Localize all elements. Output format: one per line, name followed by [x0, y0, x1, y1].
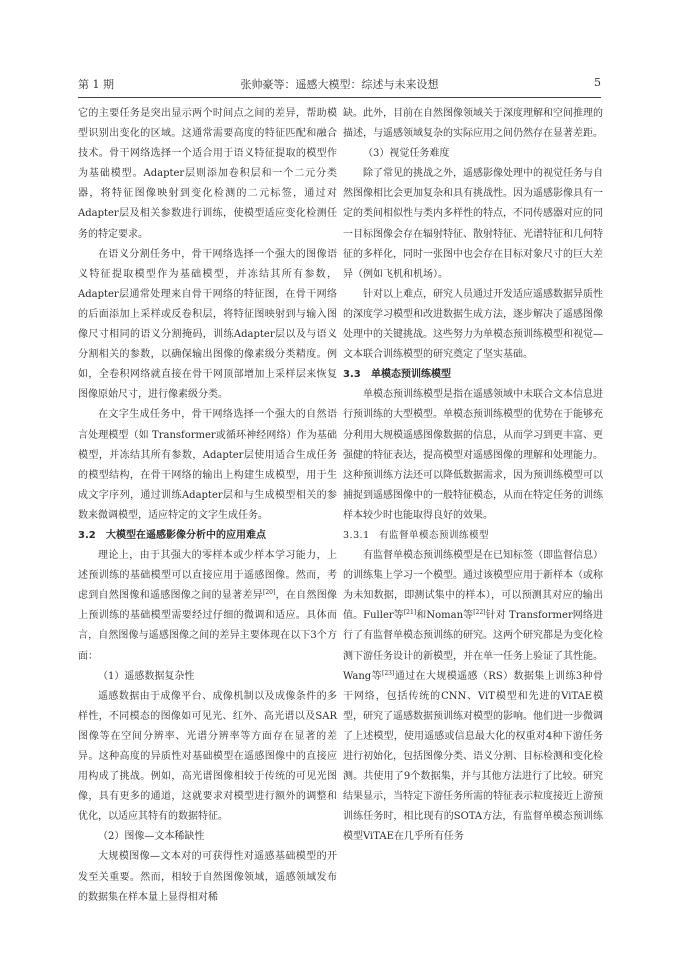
paragraph: 它的主要任务是突出显示两个时间点之间的差异，帮助模型识别出变化的区域。这通常需要高度的特征匹配和融合技术。骨干网络选择一个适合用于语义特征提取的模型作为基础模型。Adapter层则添加卷积层和一个二元分类器，将特征图像映射到变化检测的二元标签，通过对Adapter层及相关参数进行训练，使模型适应变化检测任务的特定要求。 [78, 108, 337, 240]
subsection-heading [343, 526, 603, 546]
page-number: 5 [594, 76, 601, 89]
section-number: 3.3 [343, 369, 361, 381]
paragraph: 在文字生成任务中，骨干网络选择一个强大的自然语言处理模型（如 Transformer或循环神经网络）作为基础模型，并冻结其所有参数，Adapter层使用适合生成任务的模型结构，在骨干网络的输出上构建生成模型，用于生成文字序列，通过训练Adapter层和与生成模型相关的参数来微调模型，适应特定的文字生成任务。 [78, 409, 337, 521]
paragraph: 在语义分割任务中，骨干网络选择一个强大的图像语义特征提取模型作为基础模型，并冻结其所有参数，Adapter层通常处理来自骨干网络的特征图，在骨干网络的后面添加上采样或反卷积层，将特征图映射到与输入图像尺寸相同的语义分割掩码，训练Adapter层以及与语义分割相关的参数，以确保输出图像的像素级分类精度。例如，全卷积网络就直接在骨干网顶部增加上采样层来恢复图像原始尺寸，进行像素级分类。 [78, 248, 337, 401]
subheading: （2）图像—文本稀缺性 [98, 831, 205, 843]
subheading: （1）遥感数据复杂性 [98, 670, 195, 682]
section-title: 单模态预训练模型 [371, 369, 451, 381]
subsection-number: 3.3.1 [343, 529, 370, 541]
paragraph: 针对以上难点，研究人员通过开发适应遥感数据异质性的深度学习模型和改进数据生成方法，逐步解决了遥感图像处理中的关键挑战。这些努力为单模态预训练模型和视觉—文本联合训练模型的研究奠定了坚实基础。 [343, 288, 603, 361]
citation: [22] [473, 609, 486, 617]
running-header [78, 76, 601, 94]
paragraph: 除了常见的挑战之外，遥感影像处理中的视觉任务与自然图像相比会更加复杂和具有挑战性。因为遥感影像具有一定的类间相似性与类内多样性的特点，不同传感器对应的同一目标图像会存在辐射特征、散射特征、光谱特征和几何特征的多样化，同时一张图中也会存在目标对象尺寸的巨大差异（例如飞机和机场）。 [343, 168, 603, 280]
citation: [21] [403, 609, 417, 617]
paragraph: 理论上，由于其强大的零样本或少样本学习能力，上述预训练的基础模型可以直接应用于遥感图像。然而，考虑到自然图像和遥感图像之间的显著差异[20]，在自然图像上预训练的基础模型需要经过仔细的微调和适应。具体而言，自然图像与遥感图像之间的差异主要体现在以下3个方面： [78, 550, 338, 662]
section-heading [343, 365, 603, 385]
running-title: 张帅豪等：遥感大模型：综述与未来设想 [240, 78, 439, 91]
citation: [20] [263, 589, 276, 597]
left-column [78, 104, 337, 908]
paragraph: 遥感数据由于成像平台、成像机制以及成像条件的多样性，不同模态的图像如可见光、红外、高光谱以及SAR图像等在空间分辨率、光谱分辨率等方面存在显著的差异。这种高度的异质性对基础模型在遥感图像中的直接应用构成了挑战。例如，高光谱图像相较于传统的可见光图像，具有更多的通道，这就要求对模型进行额外的调整和优化，以适应其特有的数据特征。 [78, 690, 337, 823]
subsection-title: 有监督单模态预训练模型 [379, 529, 490, 541]
subheading: （3）视觉任务难度 [363, 148, 450, 160]
section-heading [78, 526, 337, 546]
paragraph: 大规模图像—文本对的可获得性对遥感基础模型的开发至关重要。然而，相较于自然图像领域，遥感领域发布的数据集在样本量上显得相对稀 [78, 851, 337, 903]
paragraph: 缺。此外，目前在自然图像领域关于深度理解和空间推理的描述，与遥感领域复杂的实际应用之间仍然存在显著差距。 [343, 108, 603, 140]
header-rule [78, 97, 601, 98]
citation: [23] [382, 669, 395, 677]
paragraph: 单模态预训练模型是指在遥感领域中未联合文本信息进行预训练的大型模型。单模态预训练模型的优势在于能够充分利用大规模遥感图像数据的信息，从而学习到更丰富、更强健的特征表达，提高模型对遥感图像的理解和处理能力。这种预训练方法还可以降低数据需求，因为预训练模型可以捕捉到遥感图像中的一般特征模态，从而在特定任务的训练样本较少时也能取得良好的效果。 [343, 389, 603, 521]
issue-number: 第 1 期 [78, 78, 114, 91]
section-title: 大模型在遥感影像分析中的应用难点 [106, 529, 266, 541]
section-number: 3.2 [78, 529, 96, 541]
paragraph: 有监督单模态预训练模型是在已知标签（即监督信息）的训练集上学习一个模型。通过该模型应用于新样本（或称为未知数据，即测试集中的样本），可以预测其对应的输出值。Fuller等[21]和Noman等[22]针对 Transformer网络进行了有监督单模态预训练的研究。这两个研究都是为变化检测下游任务设计的新模型，并在单一任务上验证了其性能。Wang等[23]通过在大规模遥感（RS）数据集上训练3种骨干网络，包括传统的CNN、ViT模型和先进的ViTAE模型，研究了遥感数据预训练对模型的影响。他们进一步微调了上述模型，使用遥感或信息最大化的权重对4种下游任务进行初始化，包括图像分类、语义分割、目标检测和变化检测。共使用了9个数据集，并与其他方法进行了比较。研究结果显示，当特定下游任务所需的特征表示粒度接近上游预训练任务时，相比现有的SOTA方法，有监督单模态预训练模型ViTAE在几乎所有任务 [343, 550, 603, 843]
right-column [343, 104, 603, 847]
